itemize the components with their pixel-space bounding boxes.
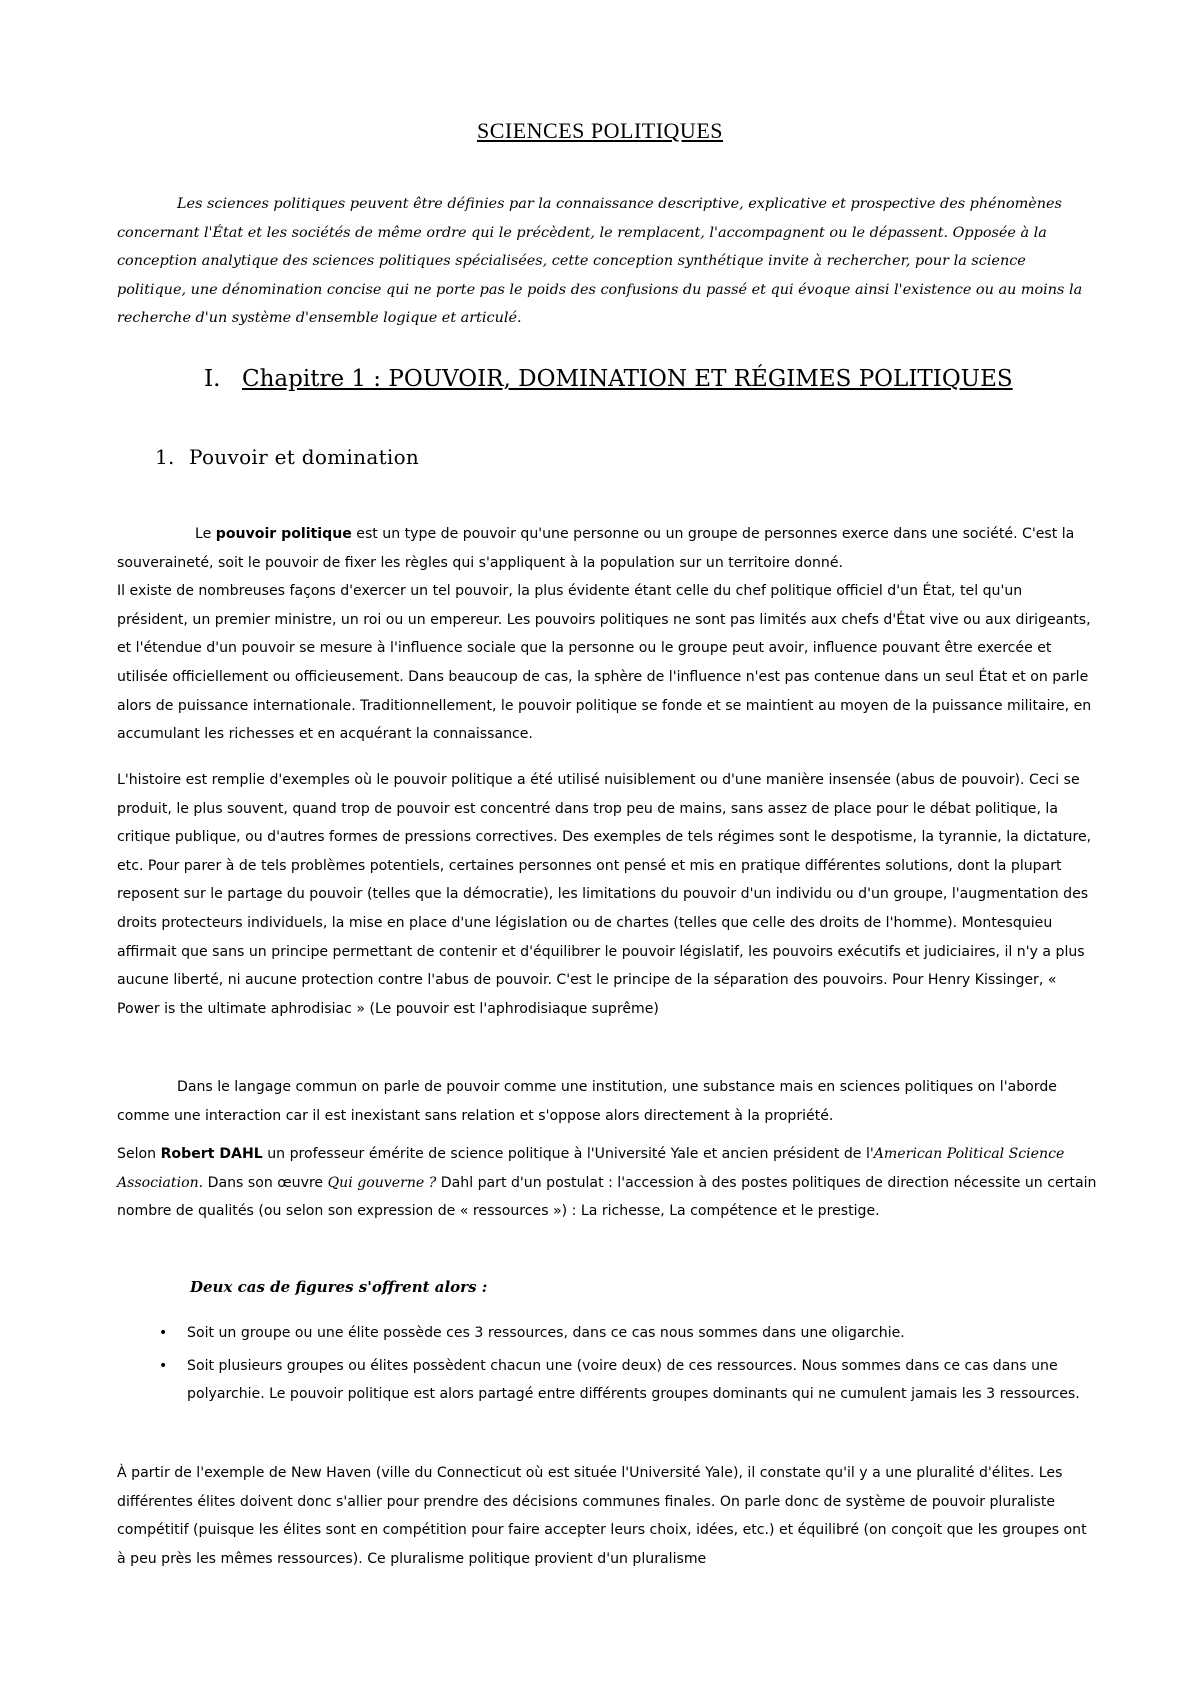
p5-text: À partir de l'exemple de New Haven (ville du Connecticut où est située l'Université Yale), il constate qu'il y a une pluralité d'élites. Les différentes élites doivent donc s'allier pour prendre des décisions communes finales. On parle donc de système de pouvoir pluraliste compétitif (puisque les élites sont en compétition pour faire accepter leurs choix, idées, etc.) et équilibré (on conçoit que les groupes ont à peu près les mêmes ressources). Ce pluralisme politique provient d'un pluralisme (117, 1465, 1087, 1567)
list-item-text: Soit plusieurs groupes ou élites possèdent chacun une (voire deux) de ces ressources. Nous sommes dans ce cas dans une polyarchie. Le pouvoir politique est alors partagé entre différents groupes dominants qui ne cumulent jamais les 3 ressources. (187, 1357, 1080, 1403)
bullet-icon: • (159, 1325, 168, 1341)
bullet-icon: • (159, 1357, 168, 1374)
p4-mid2: Dans son œuvre (203, 1174, 328, 1191)
chapter-heading (204, 364, 1104, 394)
paragraph-pouvoir-politique (117, 520, 1097, 749)
p4-before: Selon (117, 1146, 161, 1162)
cases-list (155, 1319, 1095, 1413)
chapter-title: Chapitre 1 : POUVOIR, DOMINATION ET RÉGIMES POLITIQUES (242, 366, 1013, 392)
paragraph-dahl (117, 1140, 1097, 1226)
p4-italic-association: American Political Science Association. (117, 1146, 1065, 1191)
list-item (155, 1352, 1095, 1409)
p4-mid1: un professeur émérite de science politique à l'Université Yale et ancien président de l' (262, 1146, 874, 1162)
p3-text: Dans le langage commun on parle de pouvoir comme une institution, une substance mais en sciences politiques on l'aborde comme une interaction car il est inexistant sans relation et s'oppose alors directement à la propriété. (117, 1079, 1057, 1124)
cases-heading: Deux cas de figures s'offrent alors : (190, 1278, 488, 1296)
p1-after: est un type de pouvoir qu'une personne ou un groupe de personnes exerce dans une société. C'est la souveraineté, soit le pouvoir de fixer les règles qui s'appliquent à la population sur un territoire donné. (117, 526, 1075, 571)
p4-italic-book: Qui gouverne ? (327, 1174, 437, 1191)
document-title-text: SCIENCES POLITIQUES (476, 118, 723, 143)
intro-paragraph (117, 190, 1083, 333)
paragraph-langage-commun (117, 1073, 1097, 1130)
p1-bold-term: pouvoir politique (215, 526, 352, 542)
document-title (0, 118, 1200, 144)
paragraph-new-haven (117, 1459, 1097, 1573)
p4-after: Dahl part d'un postulat : l'accession à des postes politiques de direction nécessite un certain nombre de qualités (ou selon son expression de « ressources ») : La richesse, La compétence et le prestige. (117, 1174, 1097, 1220)
paragraph-histoire (117, 766, 1097, 1023)
chapter-number: I. (204, 366, 221, 392)
list-item-text: Soit un groupe ou une élite possède ces 3 ressources, dans ce cas nous sommes dans une oligarchie. (187, 1325, 905, 1341)
intro-text: Les sciences politiques peuvent être définies par la connaissance descriptive, explicative et prospective des phénomènes concernant l'État et les sociétés de même ordre qui le précèdent, le remplacent, l'accompagnent ou le dépassent. Opposée à la conception analytique des sciences politiques spécialisées, cette conception synthétique invite à rechercher, pour la science politique, une dénomination concise qui ne porte pas le poids des confusions du passé et qui évoque ainsi l'existence ou au moins la recherche d'un système d'ensemble logique et articulé. (117, 196, 1083, 327)
section-number: 1. (155, 445, 175, 469)
section-heading (155, 443, 755, 471)
p1-continued: Il existe de nombreuses façons d'exercer un tel pouvoir, la plus évidente étant celle du chef politique officiel d'un État, tel qu'un président, un premier ministre, un roi ou un empereur. Les pouvoirs politiques ne sont pas limités aux chefs d'État vive ou aux dirigeants, et l'étendue d'un pouvoir se mesure à l'influence sociale que la personne ou le groupe peut avoir, influence pouvant être exercée et utilisée officiellement ou officieusement. Dans beaucoup de cas, la sphère de l'influence n'est pas contenue dans un seul État et on parle alors de puissance internationale. Traditionnellement, le pouvoir politique se fonde et se maintient au moyen de la puissance militaire, en accumulant les richesses et en acquérant la connaissance. (117, 583, 1092, 743)
p2-text: L'histoire est remplie d'exemples où le pouvoir politique a été utilisé nuisiblement ou d'une manière insensée (abus de pouvoir). Ceci se produit, le plus souvent, quand trop de pouvoir est concentré dans trop peu de mains, sans assez de place pour le débat politique, la critique publique, ou d'autres formes de pressions correctives. Des exemples de tels régimes sont le despotisme, la tyrannie, la dictature, etc. Pour parer à de tels problèmes potentiels, certaines personnes ont pensé et mis en pratique différentes solutions, dont la plupart reposent sur le partage du pouvoir (telles que la démocratie), les limitations du pouvoir d'un individu ou d'un groupe, l'augmentation des droits protecteurs individuels, la mise en place d'une législation ou de chartes (telles que celle des droits de l'homme). Montesquieu affirmait que sans un principe permettant de contenir et d'équilibrer le pouvoir législatif, les pouvoirs exécutifs et judiciaires, il n'y a plus aucune liberté, ni aucune protection contre l'abus de pouvoir. C'est le principe de la séparation des pouvoirs. Pour Henry Kissinger, « Power is the ultimate aphrodisiac » (Le pouvoir est l'aphrodisiaque suprême) (117, 772, 1092, 1017)
section-title: Pouvoir et domination (189, 445, 420, 469)
list-item (155, 1319, 1095, 1348)
p1-before: Le (195, 526, 216, 542)
p4-bold-name: Robert DAHL (160, 1146, 263, 1162)
